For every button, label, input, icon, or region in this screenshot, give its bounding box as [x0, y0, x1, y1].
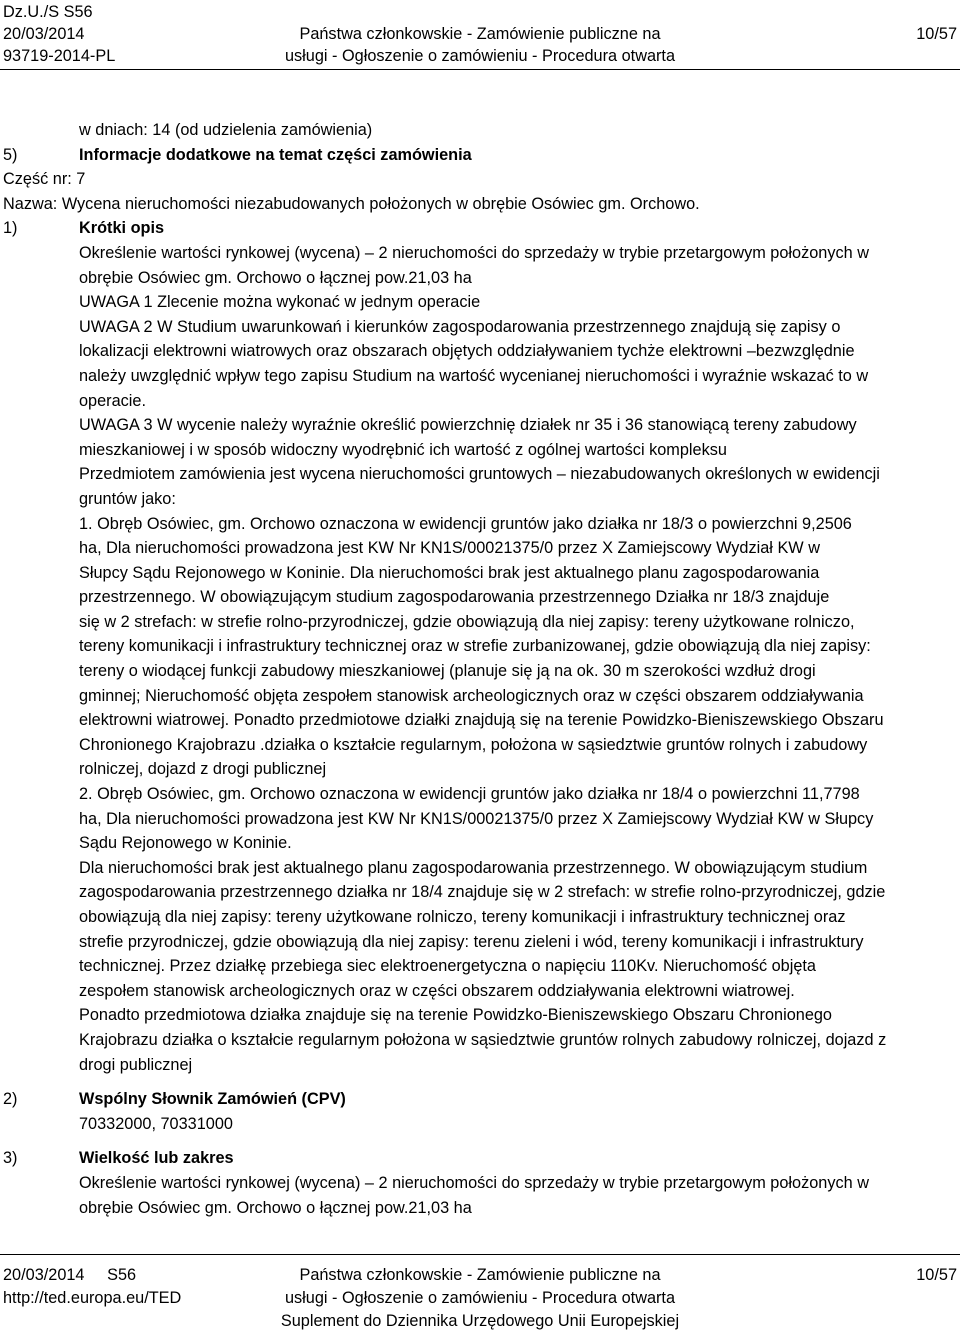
description-line: Dla nieruchomości brak jest aktualnego planu zagospodarowania przestrzennego. W obowiązującym studium — [79, 858, 868, 877]
footer-page-number: 10/57 — [916, 1266, 957, 1284]
description-line: Określenie wartości rynkowej (wycena) – 2 nieruchomości do sprzedaży w trybie przetargowym położonych w — [79, 243, 869, 262]
description-line: się w 2 strefach: w strefie rolno-przyrodniczej, gdzie obowiązują dla niej zapisy: tereny użytkowane rolniczo, — [79, 612, 855, 631]
cpv-codes: 70332000, 70331000 — [79, 1114, 233, 1133]
footer-date: 20/03/2014 S56 — [3, 1266, 137, 1284]
part-number: Część nr: 7 — [3, 170, 86, 189]
section-1-heading — [0, 216, 960, 241]
description-line: gruntów jako: — [79, 489, 176, 508]
footer-title-2: usługi - Ogłoszenie o zamówieniu - Procedura otwarta — [284, 1289, 676, 1307]
section-2-heading — [0, 1087, 960, 1112]
description-line: UWAGA 1 Zlecenie można wykonać w jednym operacie — [79, 293, 481, 312]
section-2-number: 2) — [3, 1090, 18, 1109]
section-2-title: Wspólny Słownik Zamówień (CPV) — [79, 1090, 346, 1109]
footer-rule — [0, 1254, 960, 1255]
description-line: rolniczej, dojazd z drogi publicznej — [79, 760, 327, 779]
doc-id: 93719-2014-PL — [3, 47, 116, 65]
page-header — [0, 0, 960, 70]
description-line: tereny komunikacji i infrastruktury technicznej oraz w strefie zurbanizowanej, gdzie obowiązują dla niej zapisy: — [79, 637, 871, 656]
description-line: elektrowni wiatrowej. Ponadto przedmiotowe działki znajdują się na terenie Powidzko-Bieniszewskiego Obszaru — [79, 711, 884, 730]
header-rule — [0, 69, 960, 70]
description-line: Ponadto przedmiotowa działka znajduje się na terenie Powidzko-Bieniszewskiego Obszaru Chronionego — [79, 1006, 832, 1025]
scope-line-2: obrębie Osówiec gm. Orchowo o łącznej pow.21,03 ha — [79, 1198, 472, 1217]
part-name: Nazwa: Wycena nieruchomości niezabudowanych położonych w obrębie Osówiec gm. Orchowo. — [3, 194, 700, 213]
header-title-2: usługi - Ogłoszenie o zamówieniu - Procedura otwarta — [284, 47, 676, 65]
header-date: 20/03/2014 — [3, 25, 85, 43]
description-line: lokalizacji elektrowni wiatrowych oraz obszarach objętych oddziaływaniem tychże elektrowni –bezwzględnie — [79, 342, 855, 361]
description-line: obowiązują dla niej zapisy: tereny użytkowane rolniczo, tereny komunikacji i infrastruktury technicznej oraz — [79, 908, 846, 926]
description-line: mieszkaniowej i w sposób widoczny wyodrębnić ich wartość z ogólnej wartości kompleksu — [79, 440, 727, 459]
description-line: drogi publicznej — [79, 1055, 193, 1074]
footer-title-1: Państwa członkowskie - Zamówienie publiczne na — [299, 1266, 661, 1284]
scope-line-1: Określenie wartości rynkowej (wycena) – 2 nieruchomości do sprzedaży w trybie przetargowym położonych w — [79, 1173, 869, 1192]
description-line: operacie. — [79, 391, 146, 410]
footer-title-3: Suplement do Dziennika Urzędowego Unii Europejskiej — [280, 1312, 680, 1330]
description-line: ha, Dla nieruchomości prowadzona jest KW Nr KN1S/00021375/0 przez X Zamiejscowy Wydział KW w Słupcy — [79, 809, 874, 828]
description-line: strefie przyrodniczej, gdzie obowiązują dla niej zapisy: terenu zieleni i wód, tereny komunikacji i infrastruktury — [79, 932, 864, 951]
section-5-heading — [0, 143, 960, 168]
header-page-number: 10/57 — [916, 25, 957, 43]
section-1-title: Krótki opis — [79, 219, 165, 238]
section-3-title: Wielkość lub zakres — [79, 1149, 234, 1168]
description-line: gminnej; Nieruchomość objęta zespołem stanowisk archeologicznych oraz w części obszarem oddziaływania — [79, 686, 864, 705]
page-footer — [0, 1254, 960, 1334]
document-body — [0, 118, 960, 1220]
description-line: Słupcy Sądu Rejonowego w Koninie. Dla nieruchomości brak jest aktualnego planu zagospodarowania — [79, 563, 820, 582]
description-line: Krajobrazu działka o kształcie regularnym położona w sąsiedztwie gruntów rolnych zabudowy rolniczej, dojazd z — [79, 1030, 887, 1049]
description-line: zagospodarowania przestrzennego działka nr 18/4 znajduje się w 2 strefach: w strefie rolno-przyrodniczej, gdzie — [79, 883, 886, 902]
section-3-number: 3) — [3, 1149, 18, 1168]
section-5-number: 5) — [3, 145, 18, 164]
journal-ref: Dz.U./S S56 — [3, 3, 93, 21]
description-line: obrębie Osówiec gm. Orchowo o łącznej pow.21,03 ha — [79, 268, 472, 287]
description-line: UWAGA 3 W wycenie należy wyraźnie określić powierzchnię działek nr 35 i 36 stanowiącą tereny zabudowy — [79, 416, 857, 435]
description-line: tereny o wiodącej funkcji zabudowy mieszkaniowej (planuje się ją na ok. 30 m szerokości wzdłuż drogi — [79, 662, 816, 681]
section-3-heading — [0, 1146, 960, 1171]
duration-line: w dniach: 14 (od udzielenia zamówienia) — [79, 121, 373, 139]
description-line: UWAGA 2 W Studium uwarunkowań i kierunków zagospodarowania przestrzennego znajdują się zapisy o — [79, 317, 841, 336]
description-line: 2. Obręb Osówiec, gm. Orchowo oznaczona w ewidencji gruntów jako działka nr 18/4 o powierzchni 11,7798 — [79, 785, 860, 804]
footer-url[interactable]: http://ted.europa.eu/TED — [3, 1289, 182, 1307]
short-description — [0, 241, 960, 1077]
description-line: Sądu Rejonowego w Koninie. — [79, 834, 292, 853]
section-5-title: Informacje dodatkowe na temat części zamówienia — [79, 145, 472, 164]
header-title-1: Państwa członkowskie - Zamówienie publiczne na — [299, 25, 661, 43]
description-line: należy uwzględnić wpływ tego zapisu Studium na wartość wycenianej nieruchomości i wyraźnie wskazać to w — [79, 366, 869, 385]
description-line: Chronionego Krajobrazu .działka o kształcie regularnym, położona w sąsiedztwie gruntów rolnych i zabudowy — [79, 735, 868, 754]
section-1-number: 1) — [3, 219, 18, 238]
description-line: przestrzennego. W obowiązującym studium zagospodarowania przestrzennego Działka nr 18/3 znajduje — [79, 588, 830, 607]
description-line: technicznej. Przez działkę przebiega siec elektroenergetyczna o napięciu 110Kv. Nieruchomość objęta — [79, 957, 816, 976]
description-line: 1. Obręb Osówiec, gm. Orchowo oznaczona w ewidencji gruntów jako działka nr 18/3 o powierzchni 9,2506 — [79, 514, 852, 533]
description-line: Przedmiotem zamówienia jest wycena nieruchomości gruntowych – niezabudowanych określonych w ewidencji — [79, 465, 880, 484]
description-line: ha, Dla nieruchomości prowadzona jest KW Nr KN1S/00021375/0 przez X Zamiejscowy Wydział KW w — [79, 539, 820, 558]
description-line: zespołem stanowisk archeologicznych oraz w części obszarem oddziaływania elektrowni wiatrowej. — [79, 981, 795, 1000]
